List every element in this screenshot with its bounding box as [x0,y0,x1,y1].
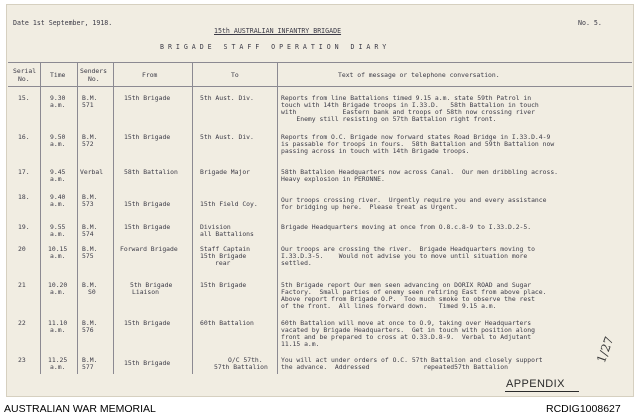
row-senders: B.M. [82,193,98,201]
row-senders: B.M. [82,223,98,231]
row-text: passing across in touch with 14th Brigade troops. [281,147,470,155]
archive-reference: RCDIG1008627 [546,403,621,415]
row-to: 57th Battalion [214,363,268,371]
col-header-serial: Serial [13,67,37,75]
row-senders: 577 [82,363,94,371]
header-rule-top [8,62,632,63]
row-to: O/C 57th. [228,356,263,364]
col-header-senders: Senders [80,67,107,75]
row-text: Above report from Brigade O.P. Too much smoke to observe the rest [281,295,535,303]
row-from: Liaison [132,288,159,296]
row-to: 5th Aust. Div. [200,94,254,102]
row-serial: 22 [18,319,26,327]
col-header-serial: No. [18,75,30,83]
row-senders: B.M. [82,319,98,327]
row-time: 9.40 [50,193,66,201]
row-serial: 19. [18,223,30,231]
row-text: front and be prepared to cross at O.33.D.8-9. Verbal to Adjutant [281,333,532,341]
row-to: rear [215,259,231,267]
row-time: 9.45 [50,168,66,176]
row-senders: B.M. [82,133,98,141]
column-divider [277,62,278,374]
row-text: settled. [281,259,312,267]
row-text: Enemy still resisting on 57th Battalion right front. [281,115,497,123]
row-from: 15th Brigade [124,133,171,141]
col-header-from: From [142,71,158,79]
row-serial: 21 [18,281,26,289]
row-text: Reports from line Battalions timed 9.15 a.m. state 59th Patrol in [281,94,532,102]
row-text: for bridging up here. Please treat as Urgent. [281,203,458,211]
row-text: with Eastern bank and troops of 58th now crossing river [281,108,535,116]
page-number: No. 5. [578,19,602,27]
row-text: 5th Brigade report Our men seen advancing on DORIX ROAD and Sugar [281,281,532,289]
row-time: a.m. [50,252,66,260]
row-to: 15th Brigade [200,281,247,289]
row-text: the advance. Addressed repeated57th Battalion [281,363,509,371]
row-to: 15th Field Coy. [200,200,258,208]
col-header-to: To [231,71,239,79]
handwritten-folio: 1/27 [594,334,617,365]
row-senders: B.M. [82,245,98,253]
row-text: Our troops are crossing the river. Brigade Headquarters moving to [281,245,535,253]
row-to: Staff Captain [200,245,251,253]
row-senders: 576 [82,326,94,334]
row-senders: B.M. [82,281,98,289]
row-senders: B.M. [82,94,98,102]
row-time: a.m. [50,101,66,109]
row-text: Reports from O.C. Brigade now forward states Road Bridge in I.33.D.4-9 [281,133,551,141]
row-to: 60th Battalion [200,319,254,327]
row-serial: 23 [18,356,26,364]
row-text: Our troops crossing river. Urgently require you and every assistance [281,196,547,204]
row-to: Brigade Major [200,168,251,176]
row-senders: 573 [82,200,94,208]
row-text: 11.15 a.m. [281,340,320,348]
row-to: Division [200,223,231,231]
row-time: 11.10 [48,319,68,327]
row-senders: 571 [82,101,94,109]
row-from: 5th Brigade [130,281,173,289]
unit-name: 15th AUSTRALIAN INFANTRY BRIGADE [214,27,342,35]
row-time: a.m. [50,200,66,208]
row-time: 9.55 [50,223,66,231]
row-time: a.m. [50,140,66,148]
col-header-senders: No. [88,75,100,83]
row-senders: 575 [82,252,94,260]
row-text: I.33.D.3-5. Would not advise you to move until situation more [281,252,528,260]
header-rule-bottom [8,86,632,87]
archive-name: AUSTRALIAN WAR MEMORIAL [4,403,156,415]
row-serial: 17. [18,168,30,176]
diary-date: Date 1st September, 1918. [13,19,113,27]
row-time: 11.25 [48,356,68,364]
appendix-underline [505,391,579,392]
column-divider [192,62,193,374]
row-time: a.m. [50,175,66,183]
row-text: Heavy explosion in PERONNE. [281,175,385,183]
row-from: 15th Brigade [124,223,171,231]
column-divider [40,62,41,374]
col-header-time: Time [50,71,66,79]
row-time: 10.15 [48,245,68,253]
row-from: 15th Brigade [124,94,171,102]
row-from: 15th Brigade [124,319,171,327]
row-text: of the front. All lines forward down. Timed 9.15 a.m. [281,302,497,310]
row-time: 10.20 [48,281,68,289]
diary-title: B R I G A D E S T A F F O P E R A T I O N D I A R Y [160,43,387,51]
row-serial: 20 [18,245,26,253]
row-from: 15th Brigade [124,359,171,367]
row-text: vacated by Brigade Headquarters. Get in touch with position along [281,326,535,334]
row-to: 15th Brigade [200,252,247,260]
row-time: a.m. [50,326,66,334]
row-time: 9.50 [50,133,66,141]
column-divider [113,62,114,374]
row-senders: S0 [88,288,96,296]
row-senders: B.M. [82,356,98,364]
row-text: 60th Battalion will move at once to O.9, taking over Headquarters [281,319,532,327]
row-senders: 574 [82,230,94,238]
row-to: all Battalions [200,230,254,238]
row-from: Forward Brigade [120,245,178,253]
row-from: 15th Brigade [124,200,171,208]
row-text: Factory. Small parties of enemy seen retiring East from above place. [281,288,547,296]
row-from: 58th Battalion [124,168,178,176]
row-time: a.m. [50,363,66,371]
appendix-stamp: APPENDIX [506,378,565,390]
row-serial: 15. [18,94,30,102]
row-text: You will act under orders of O.C. 57th Battalion and closely support [281,356,543,364]
row-time: 9.30 [50,94,66,102]
row-time: a.m. [50,288,66,296]
row-text: Brigade Headquarters moving at once from O.8.c.8-9 to I.33.D.2-5. [281,223,532,231]
row-text: touch with 14th Brigade troops in I.33.D. 58th Battalion in touch [281,101,539,109]
row-serial: 16. [18,133,30,141]
row-text: 58th Battalion Headquarters now across Canal. Our men dribbling across. [281,168,559,176]
row-text: is passable for troops in fours. 58th Battalion and 59th Battalion now [281,140,555,148]
column-divider [77,62,78,374]
row-serial: 18. [18,193,30,201]
col-header-text: Text of message or telephone conversation. [338,71,500,79]
row-time: a.m. [50,230,66,238]
row-senders: Verbal [80,168,104,176]
row-to: 5th Aust. Div. [200,133,254,141]
row-senders: 572 [82,140,94,148]
